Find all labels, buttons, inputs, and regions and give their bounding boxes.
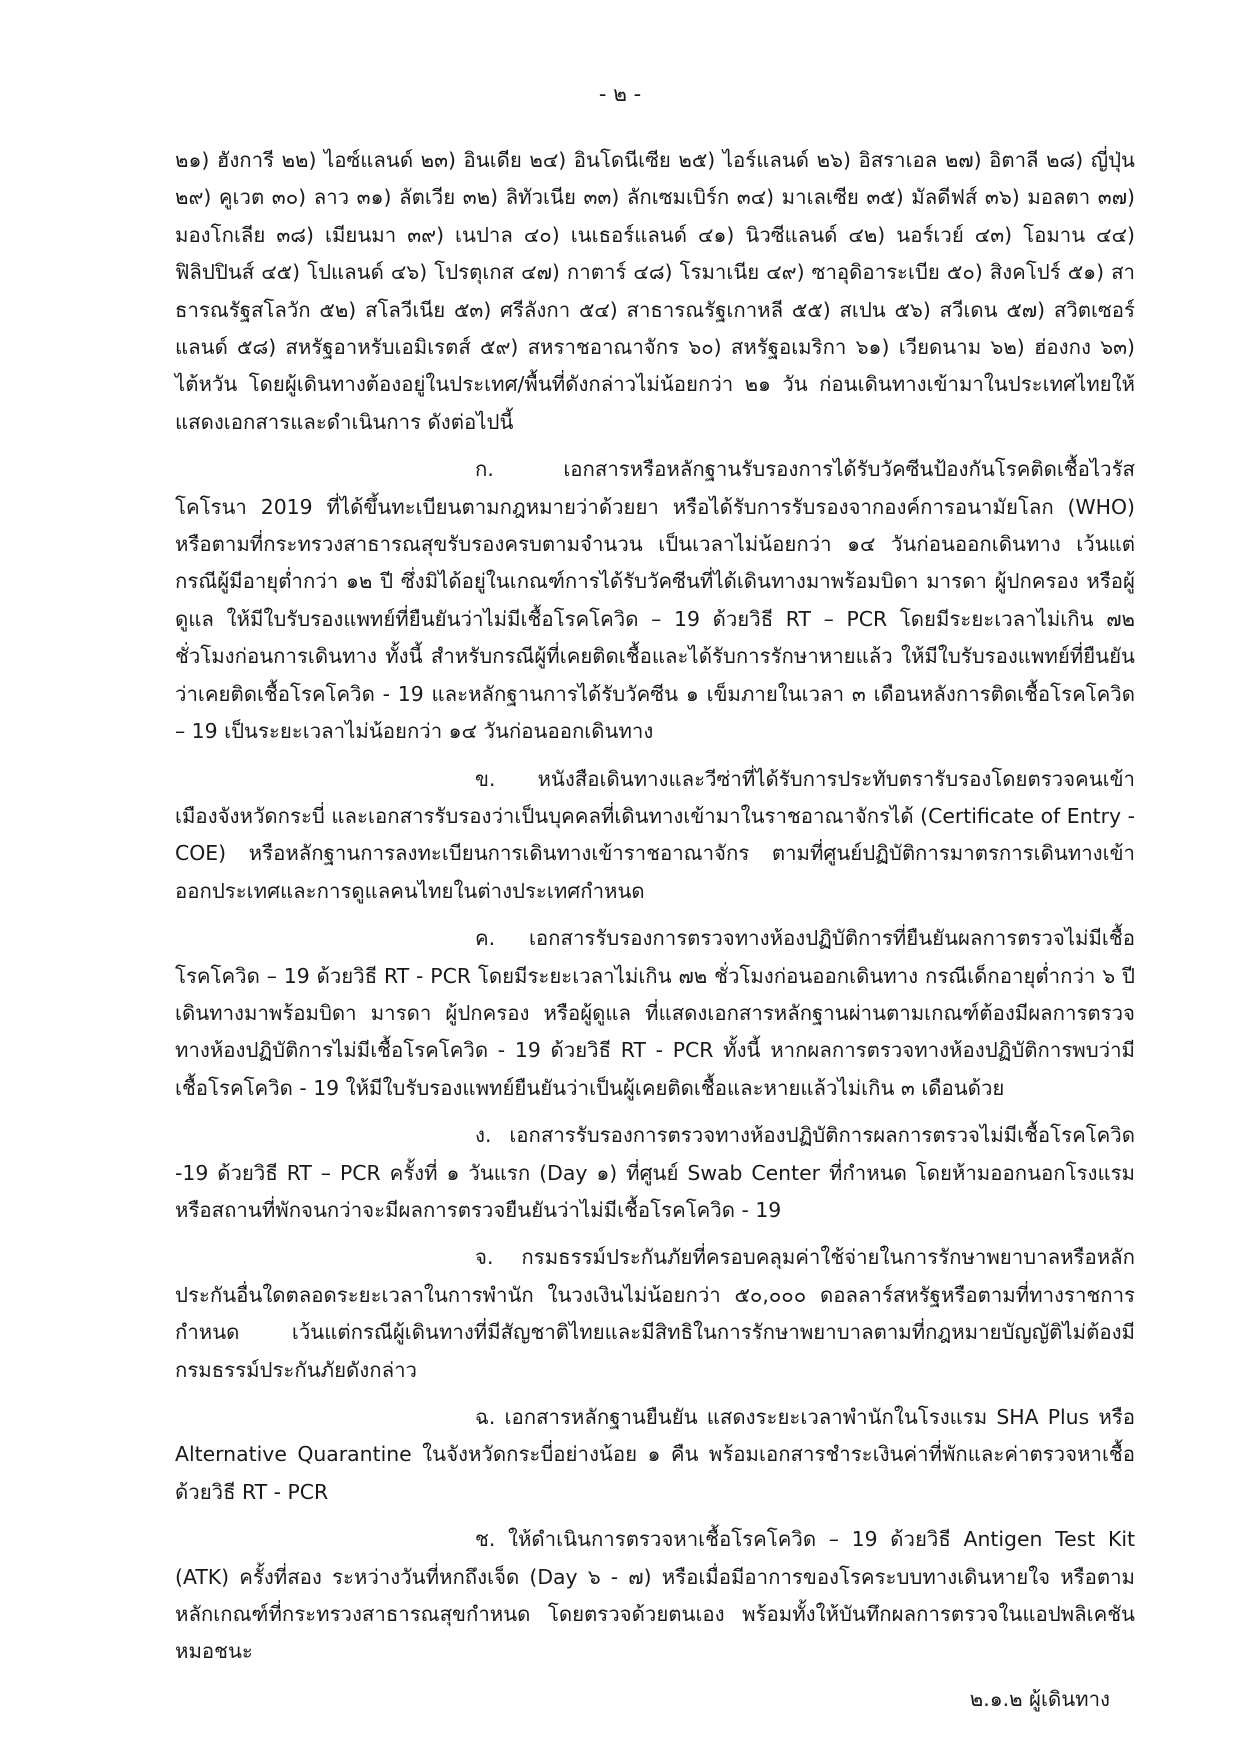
paragraph-item-cho: จ. กรมธรรม์ประกันภัยที่ครอบคลุมค่าใช้จ่ายในการรักษาพยาบาลหรือหลักประกันอื่นใดตลอดระยะเวลาในการพำนัก ในวงเงินไม่น้อยกว่า ๕๐,๐๐๐ ดอลลาร์สหรัฐหรือตามที่ทางราชการกำหนด เว้นแต่กรณีผู้เดินทางที่มีสัญชาติไทยและมีสิทธิในการรักษาพยาบาลตามที่กฎหมายบัญญัติไม่ต้องมีกรมธรรม์ประกันภัยดังกล่าว	[175, 1245, 1135, 1382]
paragraph-item-chho: ฉ. เอกสารหลักฐานยืนยัน แสดงระยะเวลาพำนักในโรงแรม SHA Plus หรือ Alternative Quarantine ในจังหวัดกระบี่อย่างน้อย ๑ คืน พร้อมเอกสารชำระเงินค่าที่พักและค่าตรวจหาเชื้อด้วยวิธี RT - PCR	[175, 1405, 1135, 1504]
paragraph-country-list: ๒๑) ฮังการี ๒๒) ไอซ์แลนด์ ๒๓) อินเดีย ๒๔) อินโดนีเซีย ๒๕) ไอร์แลนด์ ๒๖) อิสราเอล ๒๗) อิตาลี ๒๘) ญี่ปุ่น ๒๙) คูเวต ๓๐) ลาว ๓๑) ลัตเวีย ๓๒) ลิทัวเนีย ๓๓) ลักเซมเบิร์ก ๓๔) มาเลเซีย ๓๕) มัลดีฟส์ ๓๖) มอลตา ๓๗) มองโกเลีย ๓๘) เมียนมา ๓๙) เนปาล ๔๐) เนเธอร์แลนด์ ๔๑) นิวซีแลนด์ ๔๒) นอร์เวย์ ๔๓) โอมาน ๔๔) ฟิลิปปินส์ ๔๕) โปแลนด์ ๔๖) โปรตุเกส ๔๗) กาตาร์ ๔๘) โรมาเนีย ๔๙) ซาอุดิอาระเบีย ๕๐) สิงคโปร์ ๕๑) สาธารณรัฐสโลวัก ๕๒) สโลวีเนีย ๕๓) ศรีลังกา ๕๔) สาธารณรัฐเกาหลี ๕๕) สเปน ๕๖) สวีเดน ๕๗) สวิตเซอร์แลนด์ ๕๘) สหรัฐอาหรับเอมิเรตส์ ๕๙) สหราชอาณาจักร ๖๐) สหรัฐอเมริกา ๖๑) เวียดนาม ๖๒) ฮ่องกง ๖๓) ไต้หวัน โดยผู้เดินทางต้องอยู่ในประเทศ/พื้นที่ดังกล่าวไม่น้อยกว่า ๒๑ วัน ก่อนเดินทางเข้ามาในประเทศไทยให้แสดงเอกสารและดำเนินการ ดังต่อไปนี้	[175, 148, 1135, 434]
document-body	[175, 142, 1135, 1671]
paragraph-item-ngo: ง. เอกสารรับรองการตรวจทางห้องปฏิบัติการผลการตรวจไม่มีเชื้อโรคโควิด -19 ด้วยวิธี RT – PCR ครั้งที่ ๑ วันแรก (Day ๑) ที่ศูนย์ Swab Center ที่กำหนด โดยห้ามออกนอกโรงแรมหรือสถานที่พักจนกว่าจะมีผลการตรวจยืนยันว่าไม่มีเชื้อโรคโควิด - 19	[175, 1123, 1135, 1222]
continuation-marker: ๒.๑.๒ ผู้เดินทาง	[969, 1687, 1110, 1711]
page-number: - ๒ -	[598, 82, 642, 106]
paragraph-item-kho-khwai: ค. เอกสารรับรองการตรวจทางห้องปฏิบัติการที่ยืนยันผลการตรวจไม่มีเชื้อโรคโควิด – 19 ด้วยวิธี RT - PCR โดยมีระยะเวลาไม่เกิน ๗๒ ชั่วโมงก่อนออกเดินทาง กรณีเด็กอายุต่ำกว่า ๖ ปี เดินทางมาพร้อมบิดา มารดา ผู้ปกครอง หรือผู้ดูแล ที่แสดงเอกสารหลักฐานผ่านตามเกณฑ์ต้องมีผลการตรวจทางห้องปฏิบัติการไม่มีเชื้อโรคโควิด - 19 ด้วยวิธี RT - PCR ทั้งนี้ หากผลการตรวจทางห้องปฏิบัติการพบว่ามีเชื้อโรคโควิด - 19 ให้มีใบรับรองแพทย์ยืนยันว่าเป็นผู้เคยติดเชื้อและหายแล้วไม่เกิน ๓ เดือนด้วย	[175, 926, 1135, 1100]
paragraph-item-ko: ก. เอกสารหรือหลักฐานรับรองการได้รับวัคซีนป้องกันโรคติดเชื้อไวรัสโคโรนา 2019 ที่ได้ขึ้นทะเบียนตามกฎหมายว่าด้วยยา หรือได้รับการรับรองจากองค์การอนามัยโลก (WHO) หรือตามที่กระทรวงสาธารณสุขรับรองครบตามจำนวน เป็นเวลาไม่น้อยกว่า ๑๔ วันก่อนออกเดินทาง เว้นแต่กรณีผู้มีอายุต่ำกว่า ๑๒ ปี ซึ่งมิได้อยู่ในเกณฑ์การได้รับวัคซีนที่ได้เดินทางมาพร้อมบิดา มารดา ผู้ปกครอง หรือผู้ดูแล ให้มีใบรับรองแพทย์ที่ยืนยันว่าไม่มีเชื้อโรคโควิด – 19 ด้วยวิธี RT – PCR โดยมีระยะเวลาไม่เกิน ๗๒ ชั่วโมงก่อนการเดินทาง ทั้งนี้ สำหรับกรณีผู้ที่เคยติดเชื้อและได้รับการรักษาหายแล้ว ให้มีใบรับรองแพทย์ที่ยืนยันว่าเคยติดเชื้อโรคโควิด - 19 และหลักฐานการได้รับวัคซีน ๑ เข็มภายในเวลา ๓ เดือนหลังการติดเชื้อโรคโควิด – 19 เป็นระยะเวลาไม่น้อยกว่า ๑๔ วันก่อนออกเดินทาง	[175, 457, 1135, 744]
paragraph-item-kho: ข. หนังสือเดินทางและวีซ่าที่ได้รับการประทับตรารับรองโดยตรวจคนเข้าเมืองจังหวัดกระบี่ และเอกสารรับรองว่าเป็นบุคคลที่เดินทางเข้ามาในราชอาณาจักรได้ (Certificate of Entry - COE) หรือหลักฐานการลงทะเบียนการเดินทางเข้าราชอาณาจักร ตามที่ศูนย์ปฏิบัติการมาตรการเดินทางเข้าออกประเทศและการดูแลคนไทยในต่างประเทศกำหนด	[175, 766, 1135, 903]
paragraph-item-cho-chang: ช. ให้ดำเนินการตรวจหาเชื้อโรคโควิด – 19 ด้วยวิธี Antigen Test Kit (ATK) ครั้งที่สอง ระหว่างวันที่หกถึงเจ็ด (Day ๖ - ๗) หรือเมื่อมีอาการของโรคระบบทางเดินหายใจ หรือตามหลักเกณฑ์ที่กระทรวงสาธารณสุขกำหนด โดยตรวจด้วยตนเอง พร้อมทั้งให้บันทึกผลการตรวจในแอปพลิเคชันหมอชนะ	[175, 1527, 1135, 1664]
